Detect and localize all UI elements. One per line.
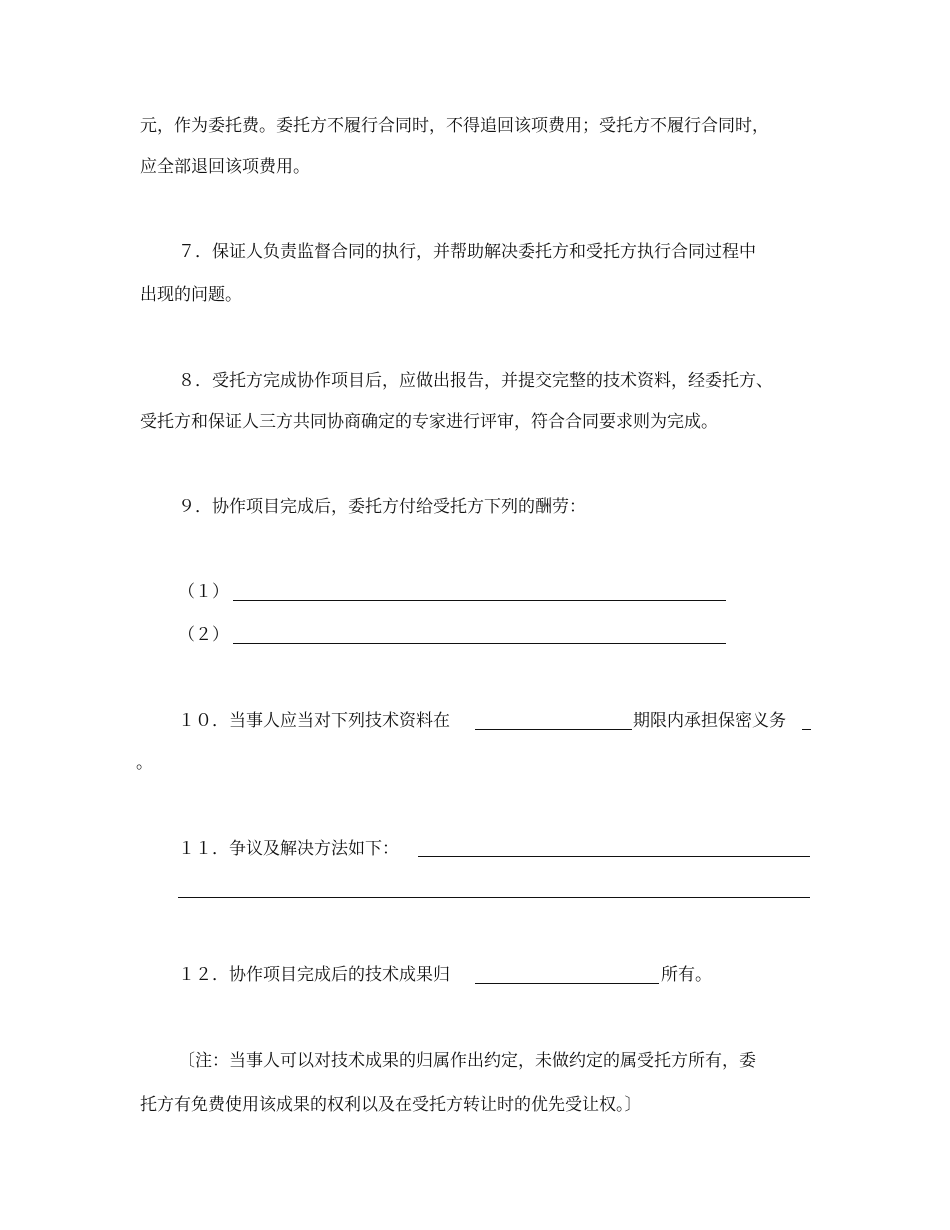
confidentiality-period-blank[interactable]: [475, 729, 632, 730]
para-12-prefix: １２．协作项目完成后的技术成果归: [178, 965, 450, 985]
payment-item-1-blank[interactable]: [233, 600, 726, 601]
para-9-line-1: ９．协作项目完成后，委托方付给受托方下列的酬劳：: [178, 497, 586, 517]
payment-item-2-label: （２）: [178, 625, 229, 645]
dispute-resolution-blank-2[interactable]: [178, 897, 810, 898]
note-line-1: 〔注：当事人可以对技术成果的归属作出约定，未做约定的属受托方所有，委: [178, 1051, 756, 1071]
para-8-line-2: 受托方和保证人三方共同协商确定的专家进行评审，符合合同要求则为完成。: [140, 412, 718, 432]
ownership-blank[interactable]: [475, 983, 659, 984]
payment-item-1-label: （１）: [178, 582, 229, 602]
para-12-suffix: 所有。: [661, 965, 712, 985]
para-7-line-1: ７．保证人负责监督合同的执行，并帮助解决委托方和受托方执行合同过程中: [178, 242, 756, 262]
para-10-end-mark: 。: [136, 753, 153, 773]
para-10-suffix: 期限内承担保密义务: [633, 711, 786, 731]
para-10-prefix: １０．当事人应当对下列技术资料在: [178, 711, 450, 731]
para-6-line-1: 元，作为委托费。委托方不履行合同时，不得追回该项费用；受托方不履行合同时，: [140, 116, 769, 136]
para-8-line-1: ８．受托方完成协作项目后，应做出报告，并提交完整的技术资料，经委托方、: [178, 371, 773, 391]
para-11-prefix: １１．争议及解决方法如下：: [178, 839, 399, 859]
para-7-line-2: 出现的问题。: [140, 285, 242, 305]
para-6-line-2: 应全部退回该项费用。: [140, 157, 310, 177]
payment-item-2-blank[interactable]: [233, 643, 726, 644]
dispute-resolution-blank-1[interactable]: [418, 856, 810, 857]
note-line-2: 托方有免费使用该成果的权利以及在受托方转让时的优先受让权。〕: [140, 1095, 642, 1115]
para-10-trailing-blank[interactable]: [802, 729, 811, 730]
